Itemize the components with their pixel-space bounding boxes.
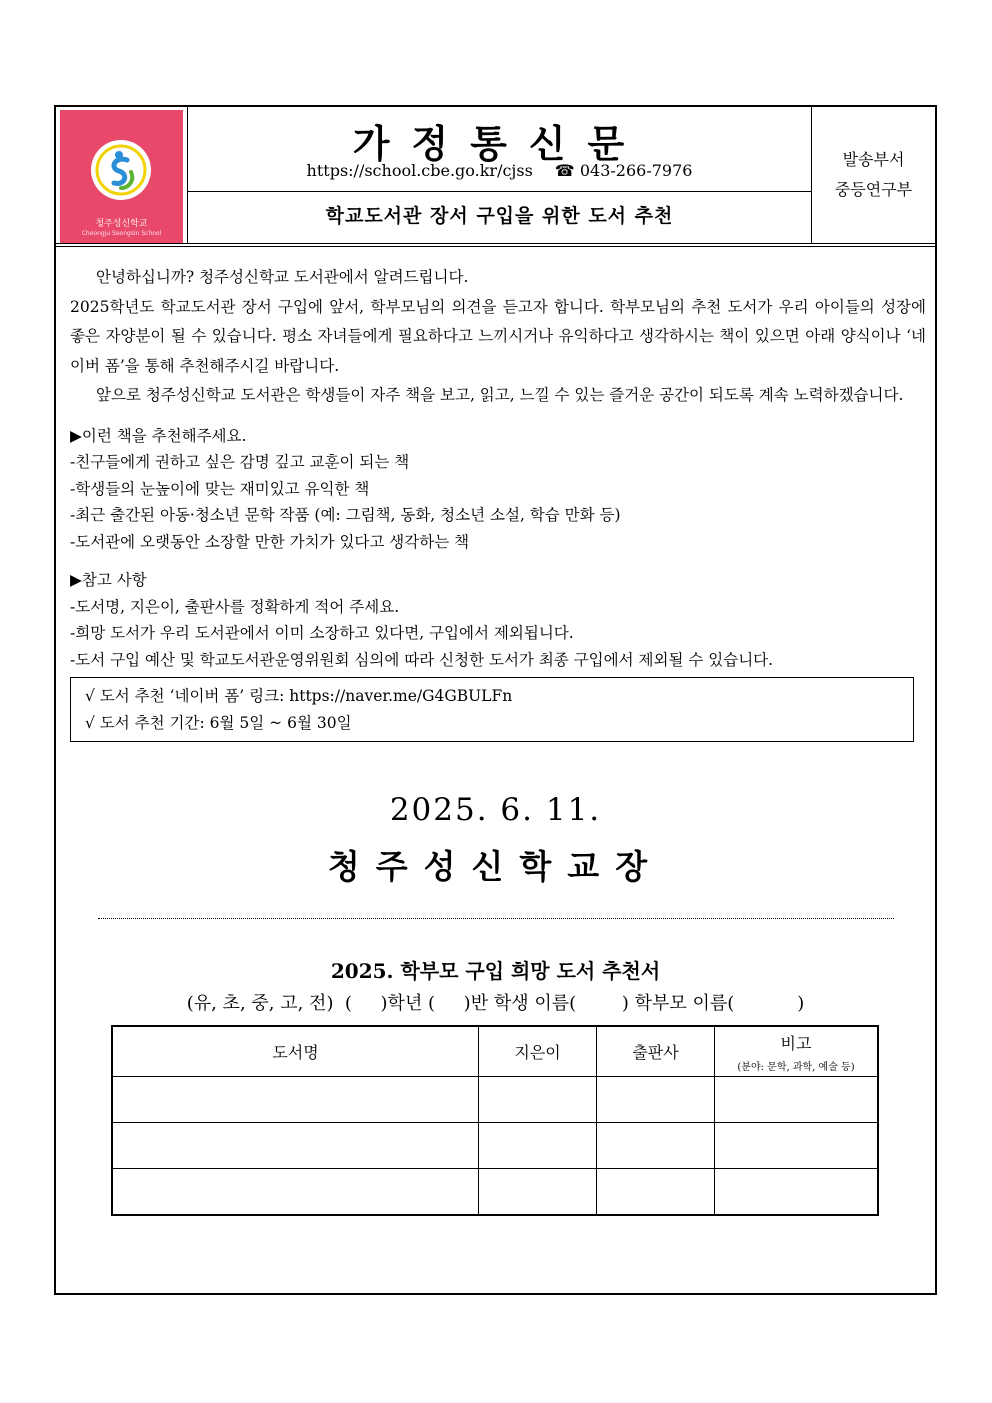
dept-info [812, 145, 935, 205]
author-cell-input[interactable] [479, 1169, 597, 1216]
recommend-section [70, 423, 926, 556]
intro-greeting: 안녕하십니까? 청주성신학교 도서관에서 알려드립니다. [96, 268, 469, 286]
list-item: -도서관에 오랫동안 소장할 만한 가치가 있다고 생각하는 책 [70, 532, 470, 551]
newsletter-frame [54, 105, 937, 1295]
divider [188, 191, 811, 192]
form-title: 2025. 학부모 구입 희망 도서 추천서 [330, 959, 661, 983]
list-item: -도서 구입 예산 및 학교도서관운영위원회 심의에 따라 신청한 도서가 최종 구입에서 제외될 수 있습니다. [70, 650, 774, 669]
list-item: -도서명, 지은이, 출판사를 정확하게 적어 주세요. [70, 597, 400, 616]
table-row [112, 1169, 878, 1216]
header [56, 107, 935, 247]
dept-label: 발송부서 [842, 150, 905, 169]
intro-paragraph: 2025학년도 학교도서관 장서 구입에 앞서, 학부모님의 의견을 듣고자 합니다. 학부모님의 추천 도서가 우리 아이들의 성장에 좋은 자양분이 될 수 있습니다. 평소 자녀들에게 필요하다고 느끼시거나 유익하다고 생각하시는 책이 있으면 아래 양식이나 ‘네이버 폼’을 통해 추천해주시길 바랍니다. [70, 297, 926, 375]
subtitle: 학교도서관 장서 구입을 위한 도서 추천 [325, 205, 674, 227]
col-publisher: 출판사 [597, 1026, 715, 1077]
publisher-cell-input[interactable] [597, 1077, 715, 1123]
cut-line [98, 918, 894, 919]
table-row [112, 1077, 878, 1123]
school-logo [60, 110, 183, 243]
form-info-line: (유, 초, 중, 고, 전) ( )학년 ( )반 학생 이름( ) 학부모 이름( ) [186, 993, 805, 1014]
logo-name-en: Cheongju Seongsin School [81, 230, 162, 237]
note-cell-input[interactable] [715, 1077, 879, 1123]
intro-closing: 앞으로 청주성신학교 도서관은 학생들이 자주 책을 보고, 읽고, 느낄 수 있는 즐거운 공간이 되도록 계속 노력하겠습니다. [96, 386, 904, 404]
logo-name-ko: 청주성신학교 [95, 219, 148, 229]
principal-signature: 청주성신학교장 [327, 847, 664, 886]
phone-icon: ☎ [554, 161, 575, 180]
contact-line [188, 161, 811, 180]
col-title: 도서명 [112, 1026, 479, 1077]
col-note [715, 1026, 879, 1077]
publisher-cell-input[interactable] [597, 1123, 715, 1169]
school-url: https://school.cbe.go.kr/cjss [306, 161, 533, 180]
publisher-cell-input[interactable] [597, 1169, 715, 1216]
list-item: -학생들의 눈높이에 맞는 재미있고 유익한 책 [70, 479, 370, 498]
school-emblem-icon [89, 138, 153, 202]
recommend-period: √ 도서 추천 기간: 6월 5일 ~ 6월 30일 [85, 714, 352, 732]
recommend-table [111, 1025, 879, 1216]
table-row [112, 1123, 878, 1169]
list-item: -희망 도서가 우리 도서관에서 이미 소장하고 있다면, 구입에서 제외됩니다. [70, 624, 574, 642]
body [70, 263, 926, 742]
recommend-heading: ▶이런 책을 추천해주세요. [70, 426, 247, 445]
intro [70, 263, 926, 411]
title-cell-input[interactable] [112, 1123, 479, 1169]
col-note-label: 비고 [780, 1033, 812, 1053]
issue-date: 2025. 6. 11. [389, 792, 602, 828]
col-note-sub: (분야: 문학, 과학, 예술 등) [737, 1061, 855, 1073]
note-cell-input[interactable] [715, 1123, 879, 1169]
phone-number: 043-266-7976 [579, 161, 693, 180]
col-author: 지은이 [479, 1026, 597, 1077]
info-box [70, 677, 914, 742]
naver-form-link[interactable]: √ 도서 추천 ‘네이버 폼’ 링크: https://naver.me/G4GBULFn [85, 687, 513, 705]
notes-heading: ▶참고 사항 [70, 571, 147, 589]
title-cell [188, 107, 812, 243]
notes-section [70, 567, 926, 673]
note-cell-input[interactable] [715, 1169, 879, 1216]
list-item: -최근 출간된 아동·청소년 문학 작품 (예: 그림책, 동화, 청소년 소설, 학습 만화 등) [70, 506, 621, 524]
title-cell-input[interactable] [112, 1077, 479, 1123]
author-cell-input[interactable] [479, 1077, 597, 1123]
dept-name: 중등연구부 [834, 180, 913, 199]
author-cell-input[interactable] [479, 1123, 597, 1169]
logo-cell [56, 107, 188, 243]
table-header-row [112, 1026, 878, 1077]
title-cell-input[interactable] [112, 1169, 479, 1216]
list-item: -친구들에게 권하고 싶은 감명 깊고 교훈이 되는 책 [70, 453, 410, 471]
page-title: 가정통신문 [352, 121, 647, 166]
